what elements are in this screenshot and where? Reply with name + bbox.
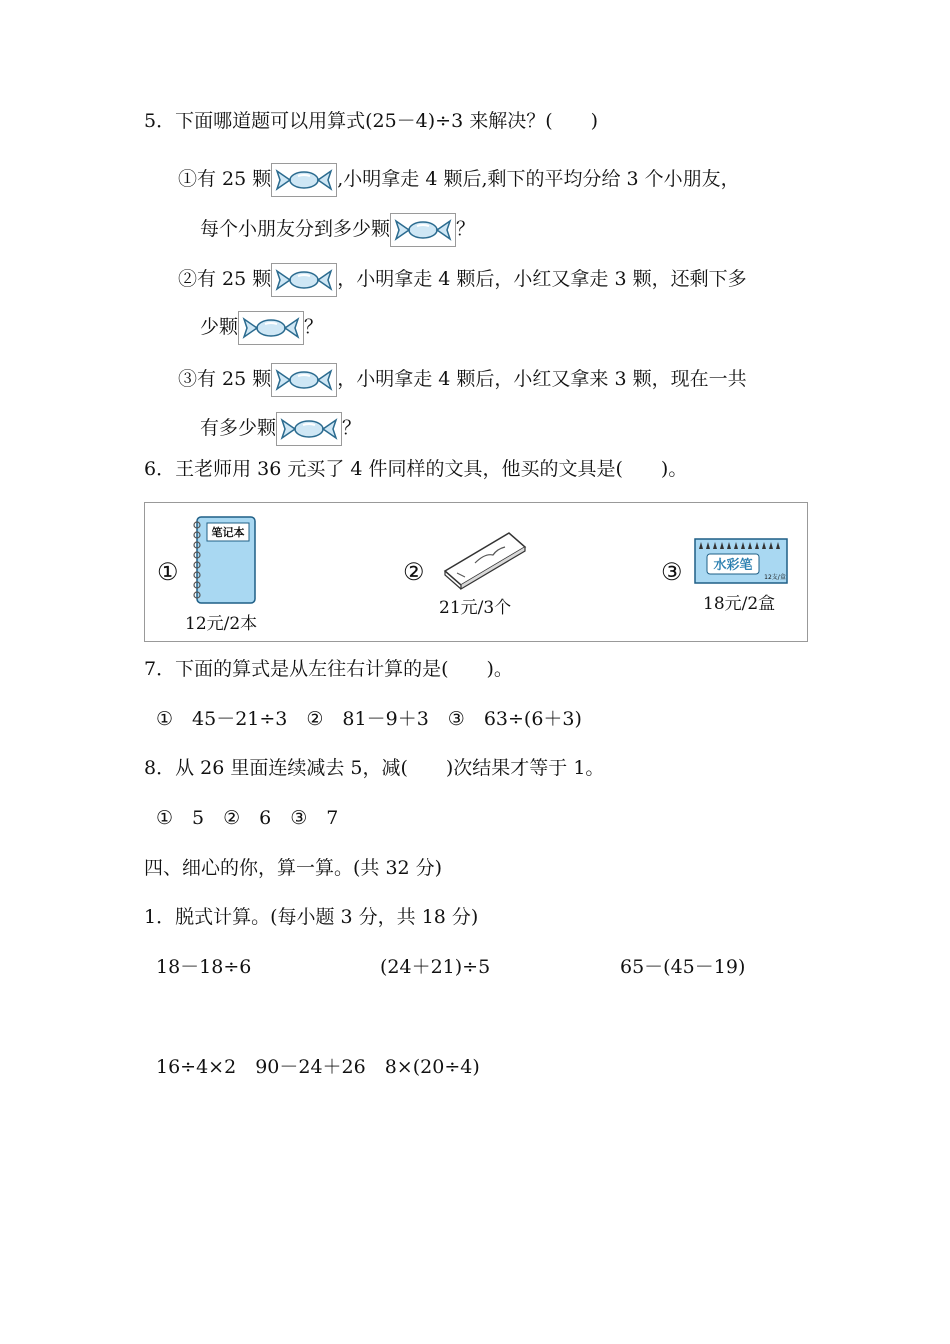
- calc-3: 65－(45－19): [620, 956, 746, 978]
- item-2-mark: ②: [403, 558, 425, 586]
- candy-icon: [390, 213, 456, 247]
- item-3-mark: ③: [661, 558, 683, 586]
- q5-title: 5．下面哪道题可以用算式(25－4)÷3 来解决？( ): [144, 110, 599, 132]
- watercolor-pens-icon: [693, 537, 789, 590]
- stationery-panel: [144, 502, 808, 642]
- q6-title: 6．王老师用 36 元买了 4 件同样的文具，他买的文具是( )。: [144, 458, 688, 480]
- q5-option-2-line2: 少颗 ？: [200, 311, 323, 345]
- item-2-price: 21元/3个: [439, 598, 512, 618]
- candy-icon: [276, 412, 342, 446]
- q5-option-2-line1: ②有 25 颗 ，小明拿走 4 颗后，小红又拿走 3 颗，还剩下多: [178, 263, 747, 297]
- section-4-sub-1: 1．脱式计算。(每小题 3 分，共 18 分): [144, 906, 479, 928]
- candy-icon: [271, 363, 337, 397]
- pens-sub-label: 12支/盒: [764, 574, 786, 581]
- item-3-price: 18元/2盒: [703, 594, 776, 614]
- candy-icon: [271, 263, 337, 297]
- q7-options: ① 45－21÷3 ② 81－9＋3 ③ 63÷(6＋3): [156, 708, 582, 730]
- notebook-label: 笔记本: [211, 526, 245, 539]
- calc-1: 18－18÷6: [156, 956, 252, 978]
- q5-option-3-line1: ③有 25 颗 ，小明拿走 4 颗后，小红又拿来 3 颗，现在一共: [178, 363, 747, 397]
- calc-row-2: 16÷4×2 90－24＋26 8×(20÷4): [156, 1056, 480, 1078]
- item-1-price: 12元/2本: [185, 614, 258, 634]
- section-4-title: 四、细心的你，算一算。(共 32 分): [144, 857, 443, 879]
- candy-icon: [271, 163, 337, 197]
- q7-title: 7．下面的算式是从左往右计算的是( )。: [144, 658, 513, 680]
- item-1-mark: ①: [157, 558, 179, 586]
- q5-option-1-line1: ①有 25 颗 ,小明拿走 4 颗后,剩下的平均分给 3 个小朋友，: [178, 163, 740, 197]
- q8-options: ① 5 ② 6 ③ 7: [156, 807, 339, 829]
- calc-2: (24＋21)÷5: [380, 956, 491, 978]
- q5-option-3-line2: 有多少颗 ？: [200, 412, 361, 446]
- pencil-box-icon: [435, 525, 535, 596]
- notebook-icon: [189, 515, 259, 610]
- q5-option-1-line2: 每个小朋友分到多少颗 ？: [200, 213, 475, 247]
- pens-label: 水彩笔: [713, 558, 753, 573]
- candy-icon: [238, 311, 304, 345]
- q8-title: 8．从 26 里面连续减去 5，减( )次结果才等于 1。: [144, 757, 605, 779]
